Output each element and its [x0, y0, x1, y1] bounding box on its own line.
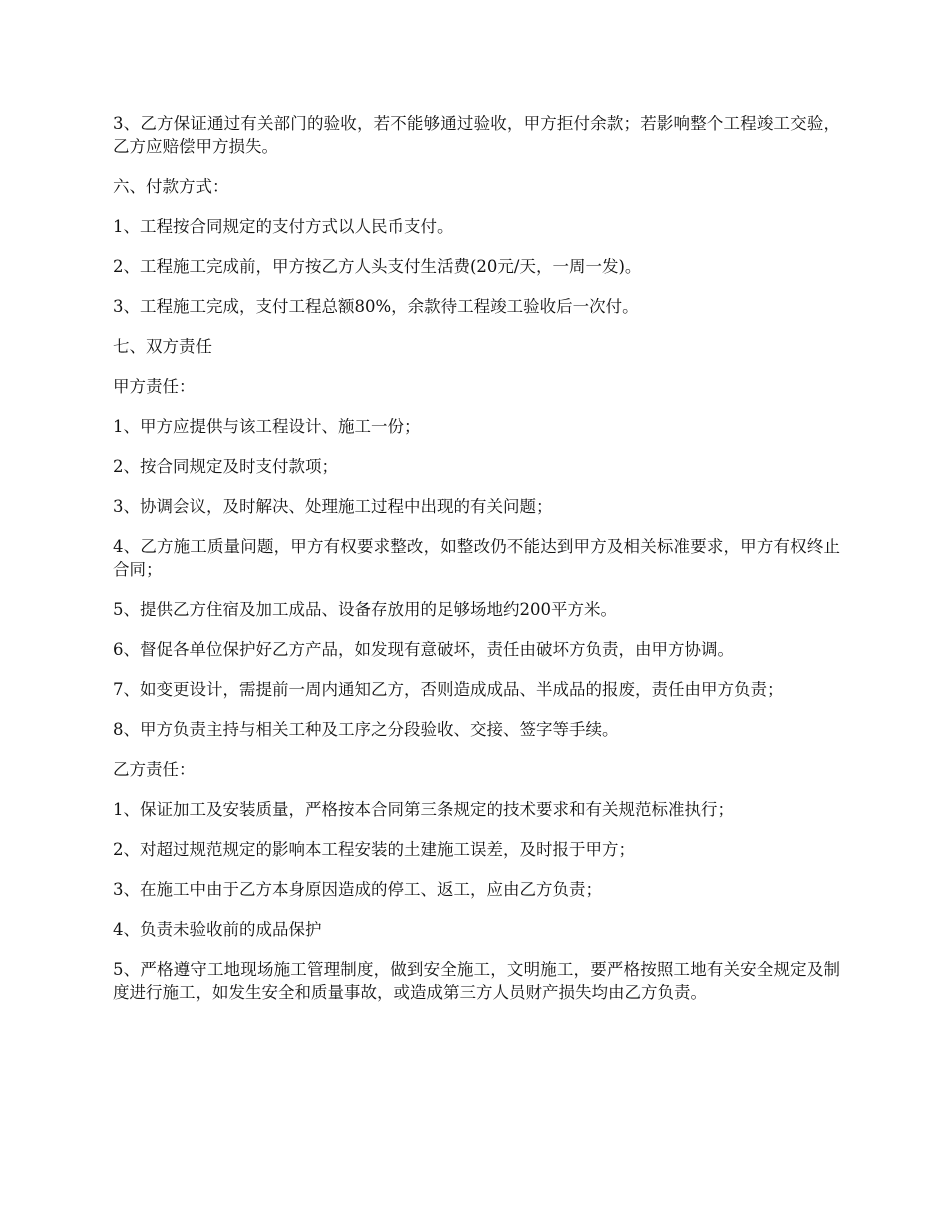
clause-party-b-5: 5、严格遵守工地现场施工管理制度，做到安全施工，文明施工，要严格按照工地有关安全规定及制度进行施工，如发生安全和质量事故，或造成第三方人员财产损失均由乙方负责。 [113, 960, 840, 1002]
clause-party-b-4: 4、负责未验收前的成品保护 [113, 920, 322, 939]
clause-party-a-5: 5、提供乙方住宿及加工成品、设备存放用的足够场地约200平方米。 [113, 600, 617, 619]
document-page [113, 112, 840, 1021]
section-heading-payment: 六、付款方式： [113, 177, 229, 196]
clause-party-a-3: 3、协调会议，及时解决、处理施工过程中出现的有关问题； [113, 497, 553, 516]
section-heading-responsibilities: 七、双方责任 [113, 337, 212, 356]
clause-party-b-2: 2、对超过规范规定的影响本工程安装的土建施工误差，及时报于甲方； [113, 840, 635, 859]
clause-party-a-8: 8、甲方负责主持与相关工种及工序之分段验收、交接、签字等手续。 [113, 720, 619, 739]
clause-party-b-1: 1、保证加工及安装质量，严格按本合同第三条规定的技术要求和有关规范标准执行； [113, 800, 734, 819]
clause-payment-2: 2、工程施工完成前，甲方按乙方人头支付生活费(20元/天，一周一发)。 [113, 257, 642, 276]
clause-party-a-1: 1、甲方应提供与该工程设计、施工一份； [113, 417, 421, 436]
subheading-party-b: 乙方责任： [113, 760, 196, 779]
clause-acceptance-3: 3、乙方保证通过有关部门的验收，若不能够通过验收，甲方拒付余款；若影响整个工程竣工交验，乙方应赔偿甲方损失。 [113, 114, 840, 156]
subheading-party-a: 甲方责任： [113, 377, 196, 396]
clause-payment-1: 1、工程按合同规定的支付方式以人民币支付。 [113, 217, 454, 236]
clause-party-a-6: 6、督促各单位保护好乙方产品，如发现有意破坏，责任由破坏方负责，由甲方协调。 [113, 640, 734, 659]
clause-party-a-7: 7、如变更设计，需提前一周内通知乙方，否则造成成品、半成品的报废，责任由甲方负责； [113, 680, 784, 699]
clause-party-a-4: 4、乙方施工质量问题，甲方有权要求整改，如整改仍不能达到甲方及相关标准要求，甲方有权终止合同； [113, 537, 840, 579]
clause-party-b-3: 3、在施工中由于乙方本身原因造成的停工、返工，应由乙方负责； [113, 880, 602, 899]
clause-party-a-2: 2、按合同规定及时支付款项； [113, 457, 338, 476]
clause-payment-3: 3、工程施工完成，支付工程总额80%，余款待工程竣工验收后一次付。 [113, 297, 639, 316]
